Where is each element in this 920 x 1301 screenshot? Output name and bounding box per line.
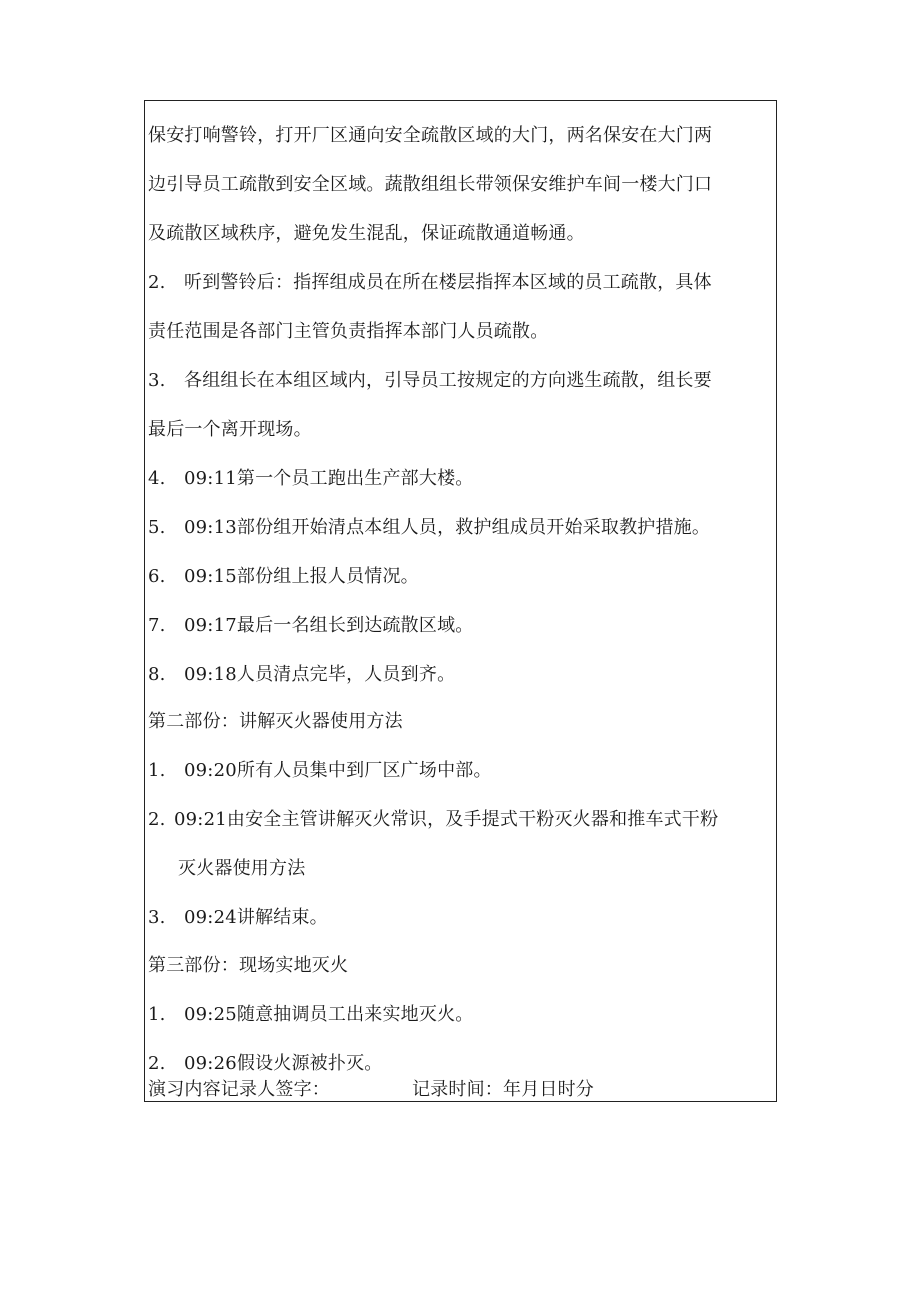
step-text: 09:26假设火源被扑灭。 [184,1053,383,1074]
step-item [148,809,718,831]
step-item [148,1004,473,1026]
step-number: 5. [148,517,166,538]
step-number: 7. [148,615,166,636]
step-item [148,907,328,929]
step-continuation: 最后一个离开现场。 [148,419,312,440]
step-number: 8. [148,664,166,685]
step-number: 3. [148,370,166,391]
step-number: 6. [148,566,166,587]
step-text: 09:24讲解结束。 [184,907,328,928]
intro-line-2: 边引导员工疏散到安全区域。蔬散组组长带领保安维护车间一楼大门口 [148,174,713,195]
step-item [148,272,712,294]
record-time-label: 记录时间：年月日时分 [412,1079,594,1100]
record-footer [148,1079,594,1101]
section-heading-part2: 第二部份：讲解灭火器使用方法 [148,711,403,732]
step-text: 09:20所有人员集中到厂区广场中部。 [184,760,492,781]
step-text: 各组组长在本组区域内，引导员工按规定的方向逃生疏散，组长要 [184,370,712,391]
step-item [148,566,419,588]
section-heading-part3: 第三部份：现场实地灭火 [148,955,349,976]
step-text: 09:13部份组开始清点本组人员，救护组成员开始采取教护措施。 [184,517,711,538]
step-item [148,760,492,782]
document-frame [144,100,777,1102]
intro-line-1: 保安打响警铃，打开厂区通向安全疏散区域的大门，两名保安在大门两 [148,125,713,146]
step-number: 3. [148,907,166,928]
step-item [148,664,455,686]
step-item [148,1053,382,1075]
step-text: 听到警铃后：指挥组成员在所在楼层指挥本区域的员工疏散，具体 [184,272,712,293]
step-text: 09:15部份组上报人员情况。 [184,566,419,587]
intro-line-3: 及疏散区域秩序，避免发生混乱，保证疏散通道畅通。 [148,223,585,244]
step-text: 09:21由安全主管讲解灭火常识，及手提式干粉灭火器和推车式干粉 [174,809,719,830]
step-text: 09:25随意抽调员工出来实地灭火。 [184,1004,474,1025]
step-item [148,615,473,637]
step-number: 4. [148,468,166,489]
step-continuation: 灭火器使用方法 [178,858,306,879]
step-number: 1. [148,760,166,781]
step-text: 09:18人员清点完毕，人员到齐。 [184,664,456,685]
step-item [148,370,712,392]
step-number: 2. [148,809,166,830]
recorder-signature-label: 演习内容记录人签字： [148,1079,330,1100]
step-text: 09:17最后一名组长到达疏散区域。 [184,615,474,636]
step-item [148,517,710,539]
step-continuation: 责任范围是各部门主管负责指挥本部门人员疏散。 [148,321,549,342]
step-number: 1. [148,1004,166,1025]
step-text: 09:11第一个员工跑出生产部大楼。 [184,468,474,489]
step-number: 2. [148,272,166,293]
step-item [148,468,473,490]
step-number: 2. [148,1053,166,1074]
